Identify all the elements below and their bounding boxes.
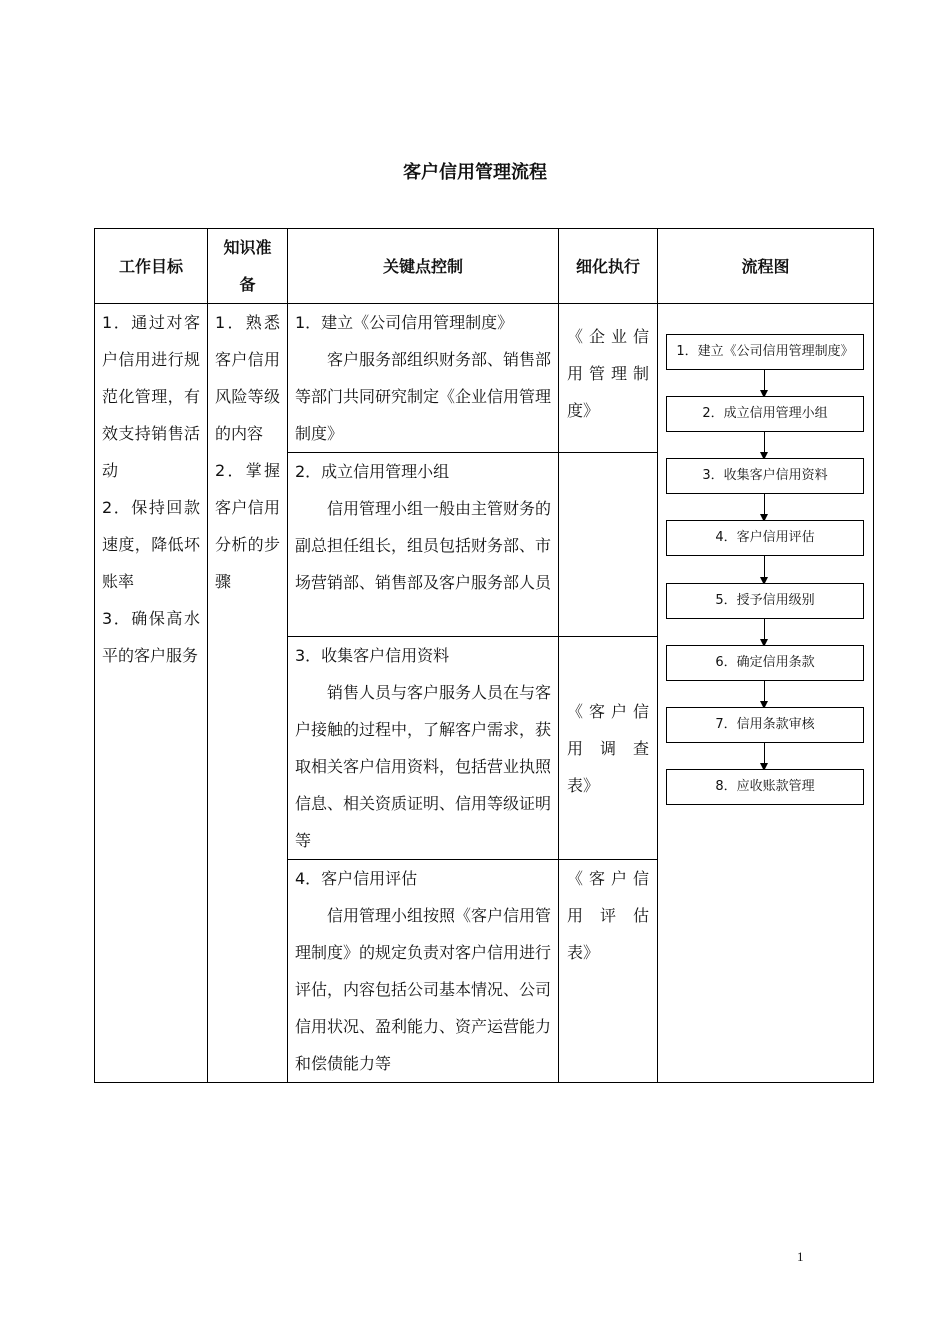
header-knowledge-line2: 备: [239, 275, 256, 294]
execution-line: 《客户信: [567, 701, 649, 721]
goal-item: 1．通过对客户信用进行规范化管理，有效支持销售活动: [102, 313, 200, 480]
header-execution: 细化执行: [559, 229, 658, 304]
knowledge-cell: [208, 304, 288, 1083]
document-title: 客户信用管理流程: [403, 162, 547, 183]
control-cell: [288, 304, 559, 453]
flow-arrow: [764, 681, 765, 708]
execution-line: 用管理制: [567, 364, 649, 383]
execution-line: 表》: [567, 943, 600, 962]
control-heading: 1．建立《公司信用管理制度》: [295, 313, 514, 332]
execution-line: 度》: [567, 401, 600, 420]
flow-arrow: [764, 370, 765, 397]
control-cell: [288, 637, 559, 860]
goals-cell: [95, 304, 208, 1083]
execution-line: 表》: [567, 775, 600, 795]
credit-process-table: [94, 228, 874, 1083]
flow-step: 1．建立《公司信用管理制度》: [666, 334, 864, 370]
flow-arrow: [764, 619, 765, 646]
execution-cell: [559, 453, 658, 637]
knowledge-item: 2．掌握客户信用分析的步骤: [215, 461, 280, 591]
flow-arrow: [764, 556, 765, 584]
control-heading: 3．收集客户信用资料: [295, 646, 450, 665]
header-knowledge: [208, 229, 288, 304]
flow-step: 2．成立信用管理小组: [666, 396, 864, 432]
flowchart: [658, 304, 872, 1075]
control-cell: [288, 860, 559, 1083]
flow-step: 3．收集客户信用资料: [666, 458, 864, 494]
execution-line: 用调查: [567, 738, 649, 758]
flowchart-cell: [658, 304, 874, 1083]
header-flowchart: 流程图: [658, 229, 874, 304]
execution-cell: [559, 304, 658, 453]
header-knowledge-line1: 知识准: [223, 238, 272, 257]
execution-line: 用评估: [567, 906, 649, 925]
flow-step: 8．应收账款管理: [666, 769, 864, 805]
execution-cell: [559, 637, 658, 860]
flow-step: 4．客户信用评估: [666, 520, 864, 556]
control-cell: [288, 453, 559, 637]
flow-arrow: [764, 494, 765, 521]
control-body: 客户服务部组织财务部、销售部等部门共同研究制定《企业信用管理制度》: [295, 350, 552, 443]
page-number: 1: [797, 1249, 804, 1264]
knowledge-item: 1．熟悉客户信用风险等级的内容: [215, 313, 280, 443]
flow-step: 6．确定信用条款: [666, 645, 864, 681]
flow-step: 5．授予信用级别: [666, 583, 864, 619]
goal-item: 3．确保高水平的客户服务: [102, 609, 200, 665]
header-control: 关键点控制: [288, 229, 559, 304]
control-body: 信用管理小组一般由主管财务的副总担任组长，组员包括财务部、市场营销部、销售部及客户服务部人员: [295, 499, 552, 592]
goal-item: 2．保持回款速度，降低坏账率: [102, 498, 200, 591]
control-heading: 4．客户信用评估: [295, 869, 418, 888]
header-row: [95, 229, 874, 304]
flow-arrow: [764, 432, 765, 459]
flow-arrow: [764, 743, 765, 770]
control-body: 信用管理小组按照《客户信用管理制度》的规定负责对客户信用进行评估，内容包括公司基本情况、公司信用状况、盈利能力、资产运营能力和偿债能力等: [295, 906, 552, 1073]
execution-line: 《客户信: [567, 869, 649, 888]
execution-line: 《企业信: [567, 327, 649, 346]
table-row: [95, 304, 874, 453]
control-heading: 2．成立信用管理小组: [295, 462, 450, 481]
flow-step: 7．信用条款审核: [666, 707, 864, 743]
execution-cell: [559, 860, 658, 1083]
control-body: 销售人员与客户服务人员在与客户接触的过程中，了解客户需求，获取相关客户信用资料，包括营业执照信息、相关资质证明、信用等级证明等: [295, 683, 552, 850]
header-goal: 工作目标: [95, 229, 208, 304]
